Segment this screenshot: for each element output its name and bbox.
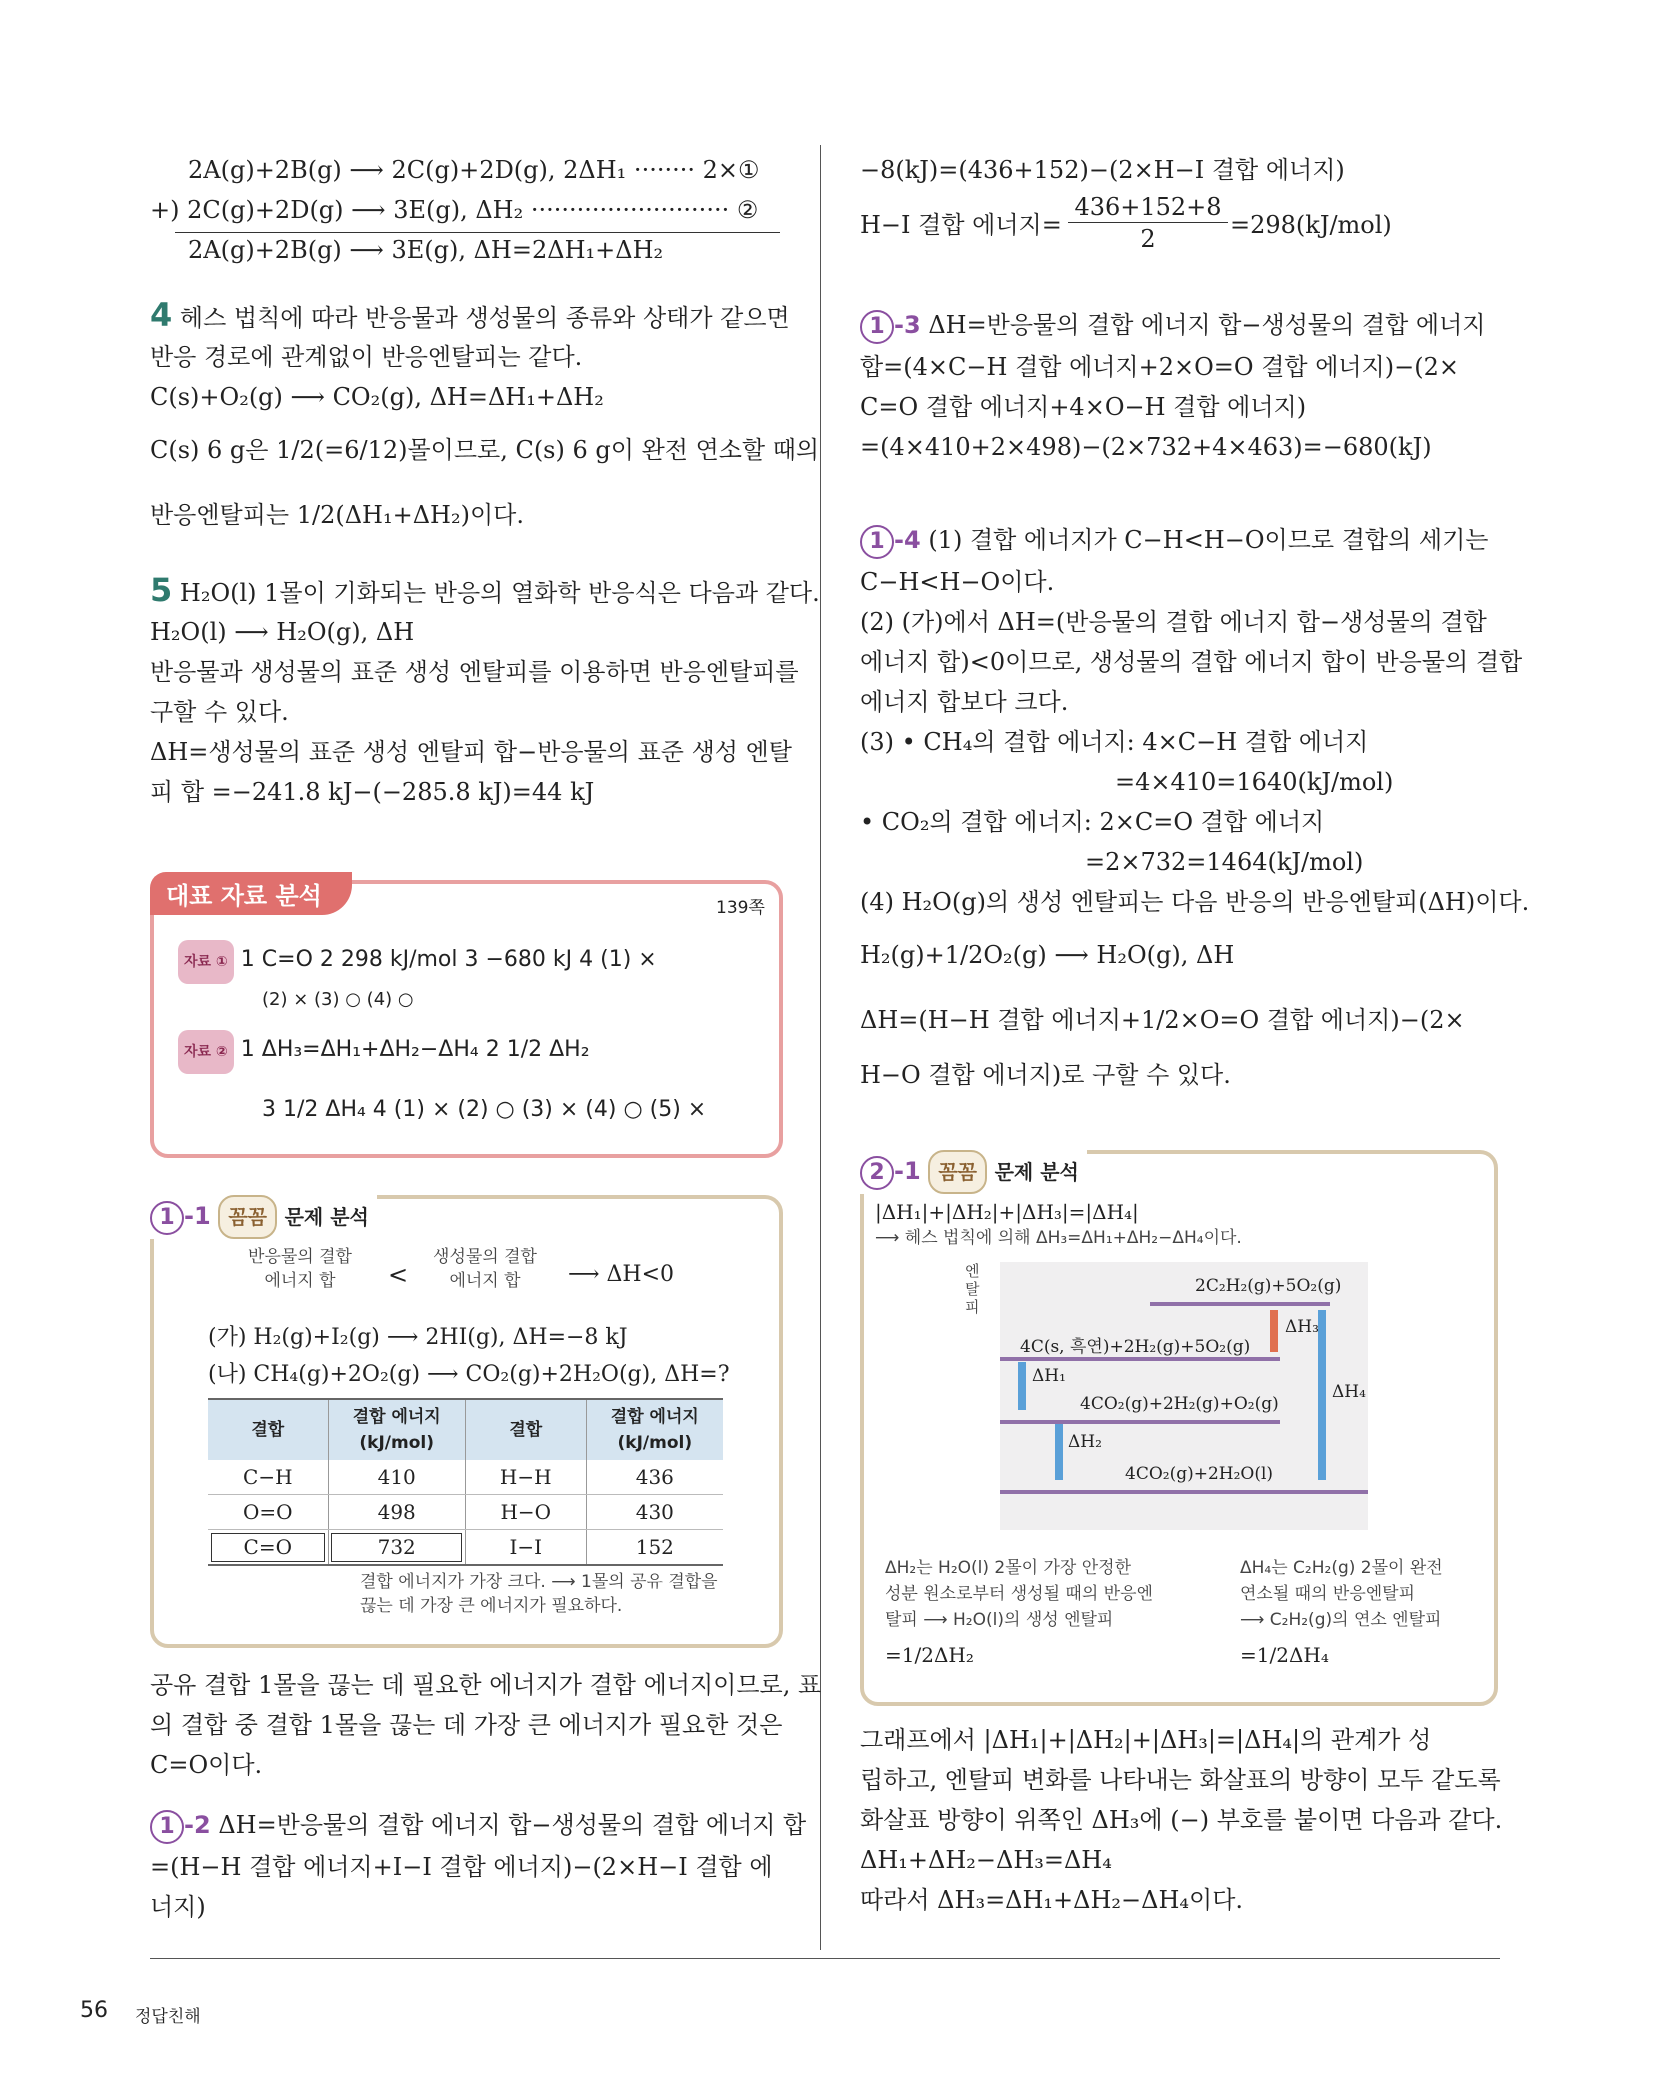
q12-right-2a: H−I 결합 에너지=	[860, 211, 1062, 239]
cell: I−I	[465, 1530, 586, 1566]
enthalpy-graph	[1000, 1262, 1368, 1530]
r1-badge: 자료 ①	[178, 940, 234, 984]
q13-sub: -3	[894, 311, 921, 339]
q21-exp-3: 화살표 방향이 위쪽인 ΔH₃에 (−) 부호를 붙이면 다음과 같다.	[860, 1806, 1503, 1834]
note-right-3: ⟶ C₂H₂(g)의 연소 엔탈피	[1240, 1610, 1442, 1630]
q14-line-12: ΔH=(H−H 결합 에너지+1/2×O=O 결합 에너지)−(2×	[860, 1006, 1465, 1034]
q12-line-2: =(H−H 결합 에너지+I−I 결합 에너지)−(2×H−I 결합 에	[150, 1853, 773, 1881]
level-1	[1150, 1302, 1330, 1306]
graph-y-axis: 엔탈피	[965, 1262, 980, 1316]
q14-line-3: (2) (가)에서 ΔH=(반응물의 결합 에너지 합−생성물의 결합	[860, 608, 1487, 636]
q4-line-2: 반응 경로에 관계없이 반응엔탈피는 같다.	[150, 343, 583, 371]
r1-line-2: (2) × (3) ○ (4) ○	[262, 989, 414, 1010]
level-4	[1000, 1490, 1368, 1494]
table-row	[208, 1460, 723, 1495]
q21-sub: -1	[894, 1157, 921, 1185]
level-3	[1000, 1420, 1280, 1424]
q5-line-5: ΔH=생성물의 표준 생성 엔탈피 합−반응물의 표준 생성 엔탈	[150, 738, 792, 766]
q14-line-9: =2×732=1464(kJ/mol)	[1085, 848, 1364, 876]
cell: H−H	[465, 1460, 586, 1495]
cell: 436	[586, 1460, 723, 1495]
arrow-dh4	[1318, 1310, 1326, 1480]
summary-tag: 대표 자료 분석	[150, 872, 352, 915]
q13-number: 1	[860, 310, 894, 344]
dh4-label: ΔH₄	[1332, 1382, 1366, 1402]
q4-line-5: 반응엔탈피는 1/2(ΔH₁+ΔH₂)이다.	[150, 501, 524, 529]
q21-exp-1: 그래프에서 |ΔH₁|+|ΔH₂|+|ΔH₃|=|ΔH₄|의 관계가 성	[860, 1726, 1432, 1754]
note-left-2: 성분 원소로부터 생성될 때의 반응엔	[885, 1584, 1153, 1604]
q14-number: 1	[860, 525, 894, 559]
q14-line-13: H−O 결합 에너지)로 구할 수 있다.	[860, 1061, 1231, 1089]
q12-sub: -2	[184, 1811, 211, 1839]
cell: H−O	[465, 1495, 586, 1530]
table-note-1: 결합 에너지가 가장 크다. ⟶ 1몰의 공유 결합을	[360, 1572, 718, 1592]
q12-frac-num: 436+152+8	[1068, 192, 1228, 223]
q11-exp-1: 공유 결합 1몰을 끊는 데 필요한 에너지가 결합 에너지이므로, 표	[150, 1671, 822, 1699]
footer-label: 정답친해	[135, 2007, 201, 2027]
q21-badge: 꼼꼼	[928, 1150, 987, 1194]
note-left-1: ΔH₂는 H₂O(l) 2몰이 가장 안정한	[885, 1558, 1132, 1578]
summary-page: 139쪽	[716, 898, 765, 918]
cmp-reactant: 반응물의 결합 에너지 합	[248, 1247, 352, 1291]
q21-exp-5: 따라서 ΔH₃=ΔH₁+ΔH₂−ΔH₄이다.	[860, 1886, 1244, 1914]
q14-line-8: • CO₂의 결합 에너지: 2×C=O 결합 에너지	[860, 808, 1325, 836]
q14-line-11: H₂(g)+1/2O₂(g) ⟶ H₂O(g), ΔH	[860, 941, 1235, 969]
q14-line-10: (4) H₂O(g)의 생성 엔탈피는 다음 반응의 반응엔탈피(ΔH)이다.	[860, 888, 1530, 916]
arrow-dh2	[1055, 1424, 1063, 1480]
q14-line-2: C−H<H−O이다.	[860, 568, 1055, 596]
q12-right-1: −8(kJ)=(436+152)−(2×H−I 결합 에너지)	[860, 156, 1345, 184]
level-4-label: 4CO₂(g)+2H₂O(l)	[1125, 1464, 1274, 1484]
level-2-label: 4C(s, 흑연)+2H₂(g)+5O₂(g)	[1020, 1337, 1251, 1357]
footer-rule	[150, 1958, 1500, 1959]
note-right-1: ΔH₄는 C₂H₂(g) 2몰이 완전	[1240, 1558, 1443, 1578]
cell: 410	[328, 1460, 465, 1495]
note-left-3: 탈피 ⟶ H₂O(l)의 생성 엔탈피	[885, 1610, 1114, 1630]
q21-top-1: |ΔH₁|+|ΔH₂|+|ΔH₃|=|ΔH₄|	[875, 1200, 1139, 1224]
eq-line-2: +) 2C(g)+2D(g) ⟶ 3E(g), ΔH₂ ·························· ②	[150, 196, 759, 224]
reaction-ga: (가) H₂(g)+I₂(g) ⟶ 2HI(g), ΔH=−8 kJ	[208, 1325, 628, 1350]
q5-line-1: H₂O(l) 1몰이 기화되는 반응의 열화학 반응식은 다음과 같다.	[179, 579, 820, 607]
eq-line-3: 2A(g)+2B(g) ⟶ 3E(g), ΔH=2ΔH₁+ΔH₂	[188, 236, 664, 264]
dh3-label: ΔH₃	[1285, 1317, 1319, 1337]
th-bond-1: 결합	[208, 1399, 328, 1460]
r2-line-2: 3 1/2 ΔH₄ 4 (1) × (2) ○ (3) × (4) ○ (5) ×	[262, 1097, 707, 1122]
q11-title: 문제 분석	[284, 1205, 369, 1229]
arrow-dh1	[1018, 1362, 1026, 1410]
page-number: 56	[80, 1998, 108, 2023]
reaction-na: (나) CH₄(g)+2O₂(g) ⟶ CO₂(g)+2H₂O(g), ΔH=?	[208, 1362, 730, 1387]
q11-exp-3: C=O이다.	[150, 1751, 263, 1779]
eq-line-1: 2A(g)+2B(g) ⟶ 2C(g)+2D(g), 2ΔH₁ ········ 2×①	[188, 156, 760, 184]
table-row	[208, 1530, 723, 1566]
q21-number: 2	[860, 1156, 894, 1190]
q14-line-6: (3) • CH₄의 결합 에너지: 4×C−H 결합 에너지	[860, 728, 1369, 756]
r2-badge: 자료 ②	[178, 1030, 234, 1074]
table-note-2: 끊는 데 가장 큰 에너지가 필요하다.	[360, 1596, 623, 1616]
th-energy-1: 결합 에너지 (kJ/mol)	[328, 1399, 465, 1460]
level-2	[1000, 1357, 1280, 1361]
level-3-label: 4CO₂(g)+2H₂(g)+O₂(g)	[1080, 1394, 1279, 1414]
cell-highlight: C=O	[208, 1530, 328, 1566]
q5-number: 5	[150, 571, 173, 609]
cmp-op: <	[388, 1261, 409, 1289]
r2-line-1: 1 ΔH₃=ΔH₁+ΔH₂−ΔH₄ 2 1/2 ΔH₂	[240, 1037, 590, 1062]
cell: 498	[328, 1495, 465, 1530]
q12-right-2b: =298(kJ/mol)	[1230, 211, 1392, 239]
dh1-label: ΔH₁	[1032, 1366, 1066, 1386]
bond-energy-table	[208, 1398, 723, 1566]
q11-number: 1	[150, 1201, 184, 1235]
q5-line-4: 구할 수 있다.	[150, 698, 289, 726]
q12-number: 1	[150, 1810, 184, 1844]
q13-line-1: ΔH=반응물의 결합 에너지 합−생성물의 결합 에너지	[928, 311, 1486, 339]
q21-title: 문제 분석	[994, 1160, 1079, 1184]
q4-number: 4	[150, 296, 173, 334]
q5-line-3: 반응물과 생성물의 표준 생성 엔탈피를 이용하면 반응엔탈피를	[150, 658, 799, 686]
q12-frac-den: 2	[1140, 225, 1156, 253]
q14-line-7: =4×410=1640(kJ/mol)	[1115, 768, 1394, 796]
th-bond-2: 결합	[465, 1399, 586, 1460]
cell: O=O	[208, 1495, 328, 1530]
q4-line-1: 헤스 법칙에 따라 반응물과 생성물의 종류와 상태가 같으면	[179, 304, 790, 332]
q5-line-2: H₂O(l) ⟶ H₂O(g), ΔH	[150, 618, 415, 646]
q13-line-3: C=O 결합 에너지+4×O−H 결합 에너지)	[860, 393, 1307, 421]
table-row	[208, 1495, 723, 1530]
q14-line-1: (1) 결합 에너지가 C−H<H−O이므로 결합의 세기는	[928, 526, 1489, 554]
q11-exp-2: 의 결합 중 결합 1몰을 끊는 데 가장 큰 에너지가 필요한 것은	[150, 1711, 783, 1739]
q13-line-2: 합=(4×C−H 결합 에너지+2×O=O 결합 에너지)−(2×	[860, 353, 1459, 381]
note-left-4: =1/2ΔH₂	[885, 1643, 974, 1667]
q4-line-3: C(s)+O₂(g) ⟶ CO₂(g), ΔH=ΔH₁+ΔH₂	[150, 383, 604, 411]
q14-line-5: 에너지 합보다 크다.	[860, 688, 1069, 716]
note-right-2: 연소될 때의 반응엔탈피	[1240, 1584, 1416, 1604]
q14-sub: -4	[894, 526, 921, 554]
q11-sub: -1	[184, 1202, 211, 1230]
cmp-product: 생성물의 결합 에너지 합	[433, 1247, 537, 1291]
q12-line-3: 너지)	[150, 1893, 206, 1921]
arrow-dh3	[1270, 1310, 1278, 1352]
th-energy-2: 결합 에너지 (kJ/mol)	[586, 1399, 723, 1460]
q21-exp-4: ΔH₁+ΔH₂−ΔH₃=ΔH₄	[860, 1846, 1112, 1874]
q21-exp-2: 립하고, 엔탈피 변화를 나타내는 화살표의 방향이 모두 같도록	[860, 1766, 1501, 1794]
q21-top-2: ⟶ 헤스 법칙에 의해 ΔH₃=ΔH₁+ΔH₂−ΔH₄이다.	[875, 1228, 1242, 1248]
q14-line-4: 에너지 합)<0이므로, 생성물의 결합 에너지 합이 반응물의 결합	[860, 648, 1523, 676]
q13-line-4: =(4×410+2×498)−(2×732+4×463)=−680(kJ)	[860, 433, 1432, 461]
q11-badge: 꼼꼼	[218, 1195, 277, 1239]
q5-line-6: 피 합 =−241.8 kJ−(−285.8 kJ)=44 kJ	[150, 778, 595, 806]
cell: 430	[586, 1495, 723, 1530]
cell: 152	[586, 1530, 723, 1566]
level-1-label: 2C₂H₂(g)+5O₂(g)	[1195, 1276, 1342, 1296]
q12-line-1: ΔH=반응물의 결합 에너지 합−생성물의 결합 에너지 합	[218, 1811, 807, 1839]
q4-line-4: C(s) 6 g은 1/2(=6/12)몰이므로, C(s) 6 g이 완전 연소할 때의	[150, 436, 820, 464]
cell-highlight: 732	[328, 1530, 465, 1566]
dh2-label: ΔH₂	[1068, 1432, 1102, 1452]
cmp-result: ⟶ ΔH<0	[568, 1262, 675, 1287]
note-right-4: =1/2ΔH₄	[1240, 1643, 1329, 1667]
r1-line-1: 1 C=O 2 298 kJ/mol 3 −680 kJ 4 (1) ×	[240, 947, 657, 972]
cell: C−H	[208, 1460, 328, 1495]
